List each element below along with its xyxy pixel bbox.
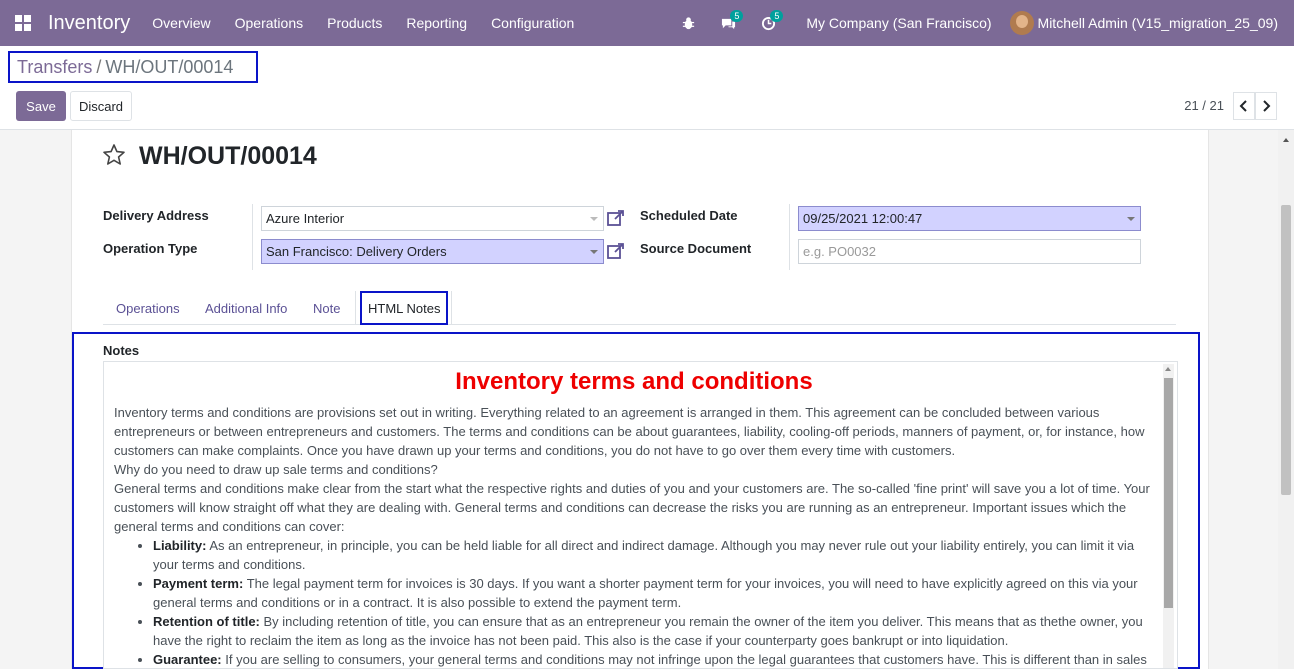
notes-paragraph-intro: Inventory terms and conditions are provisions set out in writing. Everything related to an agreement is arranged in them. This agreement can be concluded between various entrepreneurs or between entrepreneurs and customers. The terms and conditions can be about guarantees, liability, cooling-off periods, manners of payment, or, for instance, how customers can make complaints. Once you have drawn up your terms and conditions, you do not have to go over them every time with customers. [114,405,1145,458]
list-item [153,650,1154,669]
delivery-address-label: Delivery Address [103,208,209,223]
notes-paragraph-question: Why do you need to draw up sale terms and conditions? [114,462,438,477]
external-link-icon[interactable] [606,241,626,261]
notes-list [153,536,1154,669]
control-panel [0,46,1294,130]
record-title: WH/OUT/00014 [139,142,317,170]
operation-type-field[interactable] [261,239,604,264]
delivery-address-value: Azure Interior [266,211,345,226]
notes-heading: Inventory terms and conditions [455,368,813,395]
source-document-placeholder: e.g. PO0032 [803,244,876,259]
external-link-icon[interactable] [606,208,626,228]
page-scrollbar[interactable] [1278,130,1294,669]
list-item-term: Liability: [153,538,207,553]
save-button[interactable]: Save [16,91,66,121]
user-menu[interactable] [1010,11,1294,35]
pager-next-button[interactable] [1255,92,1277,120]
chevron-down-icon [590,217,598,221]
avatar [1010,11,1034,35]
operation-type-label: Operation Type [103,241,198,256]
list-item-text: The legal payment term for invoices is 30 days. If you want a shorter payment term for your invoices, you will need to have explicitly agreed on this via your general terms and conditions or in a contract. It is also possible to extend the payment term. [153,576,1138,610]
list-item [153,536,1154,574]
chevron-down-icon [1127,217,1135,221]
delivery-address-field[interactable] [261,206,604,231]
pager-value[interactable]: 21 / 21 [1184,98,1224,113]
discard-button[interactable]: Discard [70,91,132,121]
editor-content [114,367,1154,669]
field-divider [789,204,790,270]
scroll-up-arrow-icon[interactable] [1165,367,1171,371]
list-item-text: By including retention of title, you can ensure that as an entrepreneur you remain the owner of the item you deliver. This means that as thethe owner, you have the right to reclaim the item as long as the invoice has not been paid. This also is the case if your counterparty goes bankrupt or into liquidation. [153,614,1143,648]
messages-icon[interactable] [708,0,748,46]
field-divider [252,204,253,270]
list-item [153,574,1154,612]
tab-html-notes[interactable]: HTML Notes [360,291,448,325]
menu-operations[interactable]: Operations [234,15,304,31]
scroll-up-arrow-icon[interactable] [1283,138,1289,142]
menu-reporting[interactable]: Reporting [406,15,468,31]
app-title[interactable]: Inventory [48,11,131,34]
list-item-term: Payment term: [153,576,244,591]
page-scroll-thumb[interactable] [1281,205,1291,495]
user-name: Mitchell Admin (V15_migration_25_09) [1037,15,1278,31]
chevron-right-icon [1261,100,1271,112]
menu-overview[interactable]: Overview [152,15,211,31]
source-document-input[interactable] [798,239,1141,264]
editor-scrollbar[interactable] [1163,364,1174,668]
source-document-label: Source Document [640,241,752,256]
breadcrumb-current: WH/OUT/00014 [105,56,234,77]
notebook-tabs [103,291,1176,325]
tab-note[interactable]: Note [313,300,341,316]
activities-clock-icon[interactable] [748,0,788,46]
bug-icon[interactable] [668,0,708,46]
list-item-text: As an entrepreneur, in principle, you can be held liable for all direct and indirect damage. Although you may never rule out your liability entirely, you can limit it via your terms and conditions. [153,538,1135,572]
operation-type-value: San Francisco: Delivery Orders [266,244,447,259]
scheduled-date-field[interactable] [798,206,1141,231]
messages-badge: 5 [730,10,743,22]
activities-badge: 5 [770,10,783,22]
notes-paragraph-general: General terms and conditions make clear from the start what the respective rights and duties of you and your customers are. The so-called 'fine print' will save you a lot of time. Your customers will know straight off what they are dealing with. General terms and conditions can decrease the risks you are running as an entrepreneur. Important issues which the general terms and conditions can cover: [114,481,1150,534]
top-navbar [0,0,1294,46]
tab-operations[interactable]: Operations [116,300,180,316]
editor-scroll-thumb[interactable] [1164,378,1173,608]
star-icon[interactable] [102,143,126,167]
pager-previous-button[interactable] [1233,92,1255,120]
list-item-term: Retention of title: [153,614,260,629]
html-notes-editor[interactable] [103,361,1178,669]
notes-label: Notes [103,343,140,358]
menu-products[interactable]: Products [327,15,383,31]
apps-menu-icon[interactable] [0,0,46,46]
chevron-left-icon [1239,100,1249,112]
list-item-text: If you are selling to consumers, your general terms and conditions may not infringe upon the legal guarantees that customers have. This is different than in sales [221,652,1147,667]
list-item [153,612,1154,650]
breadcrumb-separator: / [96,56,102,77]
menu-configuration[interactable]: Configuration [491,15,575,31]
breadcrumb-transfers[interactable]: Transfers [17,56,93,77]
scheduled-date-value: 09/25/2021 12:00:47 [803,211,923,226]
tab-divider [355,291,356,325]
breadcrumb [8,51,258,83]
company-switcher[interactable]: My Company (San Francisco) [806,15,992,31]
tab-divider [451,291,452,325]
list-item-term: Guarantee: [153,652,222,667]
tab-additional-info[interactable]: Additional Info [205,300,288,316]
chevron-down-icon [590,250,598,254]
scheduled-date-label: Scheduled Date [640,208,738,223]
